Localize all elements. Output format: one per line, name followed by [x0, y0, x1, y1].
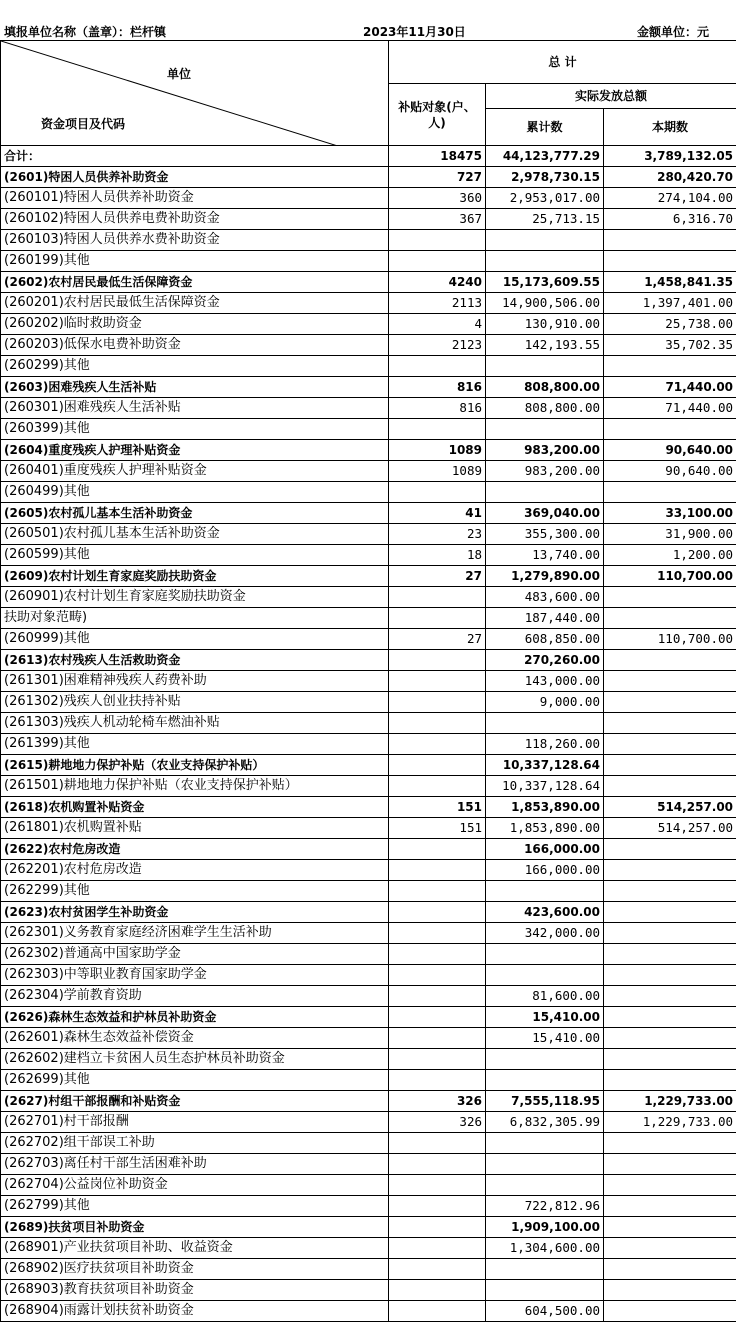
row-cumulative: 1,304,600.00: [486, 1238, 604, 1259]
diagonal-header-cell: [1, 41, 389, 146]
row-current: [604, 650, 736, 671]
row-current: [604, 734, 736, 755]
table-row: [1, 419, 736, 440]
row-current: [604, 251, 736, 272]
row-cumulative: 166,000.00: [486, 860, 604, 881]
table-row: [1, 965, 736, 986]
row-cumulative: 13,740.00: [486, 545, 604, 566]
subsidy-table: [0, 40, 736, 1322]
row-cumulative: 10,337,128.64: [486, 755, 604, 776]
row-count: [389, 1259, 486, 1280]
row-cumulative: 355,300.00: [486, 524, 604, 545]
row-current: 3,789,132.05: [604, 146, 736, 167]
table-row: [1, 482, 736, 503]
table-row: [1, 902, 736, 923]
row-current: [604, 755, 736, 776]
row-cumulative: [486, 1259, 604, 1280]
row-count: 27: [389, 629, 486, 650]
row-count: [389, 923, 486, 944]
table-row: [1, 1154, 736, 1175]
row-cumulative: 142,193.55: [486, 335, 604, 356]
row-current: [604, 1259, 736, 1280]
row-cumulative: [486, 1070, 604, 1091]
row-current: [604, 230, 736, 251]
row-label: (261301)困难精神残疾人药费补助: [1, 671, 389, 692]
row-cumulative: 604,500.00: [486, 1301, 604, 1322]
row-current: [604, 902, 736, 923]
row-cumulative: 369,040.00: [486, 503, 604, 524]
row-current: 1,229,733.00: [604, 1112, 736, 1133]
row-current: [604, 923, 736, 944]
row-cumulative: [486, 230, 604, 251]
row-count: 27: [389, 566, 486, 587]
current-header: 本期数: [604, 109, 736, 146]
table-row: [1, 524, 736, 545]
row-current: 274,104.00: [604, 188, 736, 209]
table-row: [1, 251, 736, 272]
row-cumulative: 44,123,777.29: [486, 146, 604, 167]
row-label: (260399)其他: [1, 419, 389, 440]
row-cumulative: 6,832,305.99: [486, 1112, 604, 1133]
row-label: (260202)临时救助资金: [1, 314, 389, 335]
row-label: (260301)困难残疾人生活补贴: [1, 398, 389, 419]
table-row: [1, 335, 736, 356]
row-cumulative: 423,600.00: [486, 902, 604, 923]
row-label: (262304)学前教育资助: [1, 986, 389, 1007]
table-row: [1, 1070, 736, 1091]
row-label: (260199)其他: [1, 251, 389, 272]
row-cumulative: 130,910.00: [486, 314, 604, 335]
row-cumulative: 342,000.00: [486, 923, 604, 944]
table-row: [1, 734, 736, 755]
row-cumulative: [486, 965, 604, 986]
table-row: [1, 608, 736, 629]
table-row: [1, 1112, 736, 1133]
row-count: [389, 1196, 486, 1217]
row-count: [389, 839, 486, 860]
row-cumulative: 118,260.00: [486, 734, 604, 755]
row-label: (262303)中等职业教育国家助学金: [1, 965, 389, 986]
table-row: [1, 503, 736, 524]
table-row: [1, 209, 736, 230]
row-cumulative: 9,000.00: [486, 692, 604, 713]
table-row: [1, 1217, 736, 1238]
row-current: [604, 1070, 736, 1091]
row-count: [389, 1049, 486, 1070]
row-label: (262701)村干部报酬: [1, 1112, 389, 1133]
table-row: [1, 356, 736, 377]
table-row: [1, 713, 736, 734]
row-count: 367: [389, 209, 486, 230]
row-current: [604, 965, 736, 986]
row-count: [389, 713, 486, 734]
table-row: [1, 860, 736, 881]
table-row: [1, 818, 736, 839]
row-current: 110,700.00: [604, 566, 736, 587]
row-cumulative: 2,953,017.00: [486, 188, 604, 209]
row-cumulative: 15,410.00: [486, 1007, 604, 1028]
row-label: (262301)义务教育家庭经济困难学生生活补助: [1, 923, 389, 944]
row-count: [389, 1280, 486, 1301]
table-row: [1, 398, 736, 419]
table-row: [1, 629, 736, 650]
row-label: (260599)其他: [1, 545, 389, 566]
table-row: [1, 377, 736, 398]
row-count: 151: [389, 797, 486, 818]
table-row: [1, 587, 736, 608]
row-label: (260499)其他: [1, 482, 389, 503]
row-count: [389, 1070, 486, 1091]
row-cumulative: 15,173,609.55: [486, 272, 604, 293]
row-count: 151: [389, 818, 486, 839]
row-label: (262601)森林生态效益补偿资金: [1, 1028, 389, 1049]
row-count: [389, 965, 486, 986]
row-current: 514,257.00: [604, 797, 736, 818]
table-row: [1, 167, 736, 188]
row-count: [389, 692, 486, 713]
table-row: [1, 545, 736, 566]
row-current: 514,257.00: [604, 818, 736, 839]
row-current: [604, 671, 736, 692]
row-cumulative: 10,337,128.64: [486, 776, 604, 797]
row-cumulative: 143,000.00: [486, 671, 604, 692]
row-count: [389, 587, 486, 608]
report-date: 2023年11月30日: [363, 23, 466, 40]
row-label: (268903)教育扶贫项目补助资金: [1, 1280, 389, 1301]
row-cumulative: 187,440.00: [486, 608, 604, 629]
row-label: (260501)农村孤儿基本生活补助资金: [1, 524, 389, 545]
row-count: [389, 881, 486, 902]
row-count: [389, 1154, 486, 1175]
row-cumulative: 1,853,890.00: [486, 797, 604, 818]
table-row: [1, 314, 736, 335]
row-label: (260401)重度残疾人护理补贴资金: [1, 461, 389, 482]
row-label: (2689)扶贫项目补助资金: [1, 1217, 389, 1238]
table-row: [1, 440, 736, 461]
row-current: 33,100.00: [604, 503, 736, 524]
row-count: [389, 755, 486, 776]
row-count: [389, 650, 486, 671]
row-current: [604, 986, 736, 1007]
row-current: [604, 1154, 736, 1175]
row-label: (260901)农村计划生育家庭奖励扶助资金: [1, 587, 389, 608]
row-label: (260999)其他: [1, 629, 389, 650]
row-label: (268902)医疗扶贫项目补助资金: [1, 1259, 389, 1280]
row-count: [389, 419, 486, 440]
actual-header: 实际发放总额: [486, 84, 736, 109]
row-label: (2609)农村计划生育家庭奖励扶助资金: [1, 566, 389, 587]
row-label: (261501)耕地地力保护补贴（农业支持保护补贴）: [1, 776, 389, 797]
table-row: [1, 692, 736, 713]
row-label: (261303)残疾人机动轮椅车燃油补贴: [1, 713, 389, 734]
row-label: (260102)特困人员供养电费补助资金: [1, 209, 389, 230]
row-label: (260299)其他: [1, 356, 389, 377]
row-cumulative: 1,909,100.00: [486, 1217, 604, 1238]
row-current: [604, 713, 736, 734]
recipients-header: 补贴对象(户、人): [389, 84, 486, 146]
row-current: [604, 944, 736, 965]
report-header: [0, 0, 736, 40]
project-header: 资金项目及代码: [41, 115, 125, 133]
table-row: [1, 797, 736, 818]
row-current: 6,316.70: [604, 209, 736, 230]
row-count: [389, 734, 486, 755]
row-count: [389, 1217, 486, 1238]
row-current: [604, 1280, 736, 1301]
row-count: [389, 1007, 486, 1028]
row-label: (2626)森林生态效益和护林员补助资金: [1, 1007, 389, 1028]
row-current: [604, 860, 736, 881]
table-row: [1, 230, 736, 251]
row-current: [604, 881, 736, 902]
row-cumulative: [486, 1154, 604, 1175]
row-label: (268901)产业扶贫项目补助、收益资金: [1, 1238, 389, 1259]
row-current: 25,738.00: [604, 314, 736, 335]
table-row: [1, 272, 736, 293]
table-row: [1, 1049, 736, 1070]
row-cumulative: [486, 419, 604, 440]
row-label: (261399)其他: [1, 734, 389, 755]
table-row: [1, 776, 736, 797]
row-current: 1,458,841.35: [604, 272, 736, 293]
row-count: [389, 1175, 486, 1196]
row-count: [389, 251, 486, 272]
row-count: [389, 902, 486, 923]
table-row: [1, 1028, 736, 1049]
row-current: [604, 587, 736, 608]
row-current: 1,229,733.00: [604, 1091, 736, 1112]
row-cumulative: 14,900,506.00: [486, 293, 604, 314]
row-count: [389, 230, 486, 251]
row-cumulative: 81,600.00: [486, 986, 604, 1007]
row-count: 326: [389, 1112, 486, 1133]
row-label: (2623)农村贫困学生补助资金: [1, 902, 389, 923]
table-row: [1, 461, 736, 482]
row-count: [389, 986, 486, 1007]
row-count: 2113: [389, 293, 486, 314]
reporting-unit: 填报单位名称（盖章）：栏杆镇: [4, 23, 166, 40]
row-current: [604, 776, 736, 797]
row-cumulative: [486, 1049, 604, 1070]
row-current: [604, 839, 736, 860]
row-label: (2618)农机购置补贴资金: [1, 797, 389, 818]
table-row: [1, 188, 736, 209]
row-cumulative: 608,850.00: [486, 629, 604, 650]
row-current: 1,397,401.00: [604, 293, 736, 314]
table-row: [1, 986, 736, 1007]
row-count: [389, 1301, 486, 1322]
row-cumulative: 7,555,118.95: [486, 1091, 604, 1112]
row-count: [389, 860, 486, 881]
row-count: [389, 776, 486, 797]
table-row: [1, 293, 736, 314]
row-label: 合计：: [1, 146, 389, 167]
row-label: (260203)低保水电费补助资金: [1, 335, 389, 356]
row-cumulative: [486, 944, 604, 965]
row-cumulative: [486, 482, 604, 503]
row-current: [604, 1196, 736, 1217]
row-current: 71,440.00: [604, 377, 736, 398]
total-header: 总 计: [389, 41, 736, 84]
row-cumulative: 15,410.00: [486, 1028, 604, 1049]
table-row: [1, 671, 736, 692]
table-row: [1, 755, 736, 776]
row-count: 360: [389, 188, 486, 209]
row-cumulative: [486, 1133, 604, 1154]
row-cumulative: [486, 356, 604, 377]
row-current: [604, 1133, 736, 1154]
row-current: 110,700.00: [604, 629, 736, 650]
row-cumulative: 1,853,890.00: [486, 818, 604, 839]
row-count: [389, 1133, 486, 1154]
row-cumulative: [486, 881, 604, 902]
cumulative-header: 累计数: [486, 109, 604, 146]
row-count: 4: [389, 314, 486, 335]
table-row: [1, 1301, 736, 1322]
row-current: 1,200.00: [604, 545, 736, 566]
row-cumulative: 983,200.00: [486, 440, 604, 461]
row-count: 326: [389, 1091, 486, 1112]
row-count: [389, 944, 486, 965]
row-label: (2601)特困人员供养补助资金: [1, 167, 389, 188]
row-label: (2613)农村残疾人生活救助资金: [1, 650, 389, 671]
row-count: 727: [389, 167, 486, 188]
row-cumulative: [486, 251, 604, 272]
table-row: [1, 1175, 736, 1196]
table-row: [1, 566, 736, 587]
row-count: 2123: [389, 335, 486, 356]
row-current: 280,420.70: [604, 167, 736, 188]
row-count: [389, 671, 486, 692]
row-count: 816: [389, 377, 486, 398]
row-current: [604, 608, 736, 629]
row-current: [604, 692, 736, 713]
row-cumulative: 166,000.00: [486, 839, 604, 860]
row-count: 23: [389, 524, 486, 545]
row-label: (261302)残疾人创业扶持补贴: [1, 692, 389, 713]
row-cumulative: [486, 713, 604, 734]
row-label: (262699)其他: [1, 1070, 389, 1091]
table-row: [1, 146, 736, 167]
row-current: [604, 1049, 736, 1070]
row-current: [604, 419, 736, 440]
row-label: (2602)农村居民最低生活保障资金: [1, 272, 389, 293]
row-label: (262602)建档立卡贫困人员生态护林员补助资金: [1, 1049, 389, 1070]
row-cumulative: 2,978,730.15: [486, 167, 604, 188]
row-current: 90,640.00: [604, 440, 736, 461]
row-count: 18: [389, 545, 486, 566]
table-row: [1, 1196, 736, 1217]
row-current: 71,440.00: [604, 398, 736, 419]
row-count: 41: [389, 503, 486, 524]
row-label: (262302)普通高中国家助学金: [1, 944, 389, 965]
row-count: 1089: [389, 461, 486, 482]
unit-header: 单位: [167, 65, 191, 83]
row-cumulative: 722,812.96: [486, 1196, 604, 1217]
row-cumulative: 25,713.15: [486, 209, 604, 230]
row-label: (262702)组干部误工补助: [1, 1133, 389, 1154]
row-label: (260101)特困人员供养补助资金: [1, 188, 389, 209]
row-label: (262703)离任村干部生活困难补助: [1, 1154, 389, 1175]
row-label: (262299)其他: [1, 881, 389, 902]
table-row: [1, 839, 736, 860]
row-label: (2627)村组干部报酬和补贴资金: [1, 1091, 389, 1112]
row-current: [604, 1175, 736, 1196]
row-label: (2615)耕地地力保护补贴（农业支持保护补贴）: [1, 755, 389, 776]
row-label: (2603)困难残疾人生活补贴: [1, 377, 389, 398]
row-current: [604, 1028, 736, 1049]
row-count: [389, 1028, 486, 1049]
row-label: (2622)农村危房改造: [1, 839, 389, 860]
table-row: [1, 650, 736, 671]
table-row: [1, 1259, 736, 1280]
table-row: [1, 881, 736, 902]
row-count: 1089: [389, 440, 486, 461]
table-row: [1, 1133, 736, 1154]
table-row: [1, 1280, 736, 1301]
row-current: [604, 1217, 736, 1238]
table-row: [1, 944, 736, 965]
row-count: 816: [389, 398, 486, 419]
row-current: 90,640.00: [604, 461, 736, 482]
row-label: (268904)雨露计划扶贫补助资金: [1, 1301, 389, 1322]
row-label: (262799)其他: [1, 1196, 389, 1217]
row-cumulative: 983,200.00: [486, 461, 604, 482]
row-cumulative: 483,600.00: [486, 587, 604, 608]
row-label: (262704)公益岗位补助资金: [1, 1175, 389, 1196]
row-label: (261801)农机购置补贴: [1, 818, 389, 839]
row-cumulative: 808,800.00: [486, 377, 604, 398]
row-label: (260103)特困人员供养水费补助资金: [1, 230, 389, 251]
row-label: (2604)重度残疾人护理补贴资金: [1, 440, 389, 461]
row-current: 31,900.00: [604, 524, 736, 545]
row-current: [604, 1301, 736, 1322]
row-count: [389, 608, 486, 629]
row-cumulative: [486, 1280, 604, 1301]
row-cumulative: 1,279,890.00: [486, 566, 604, 587]
row-cumulative: 808,800.00: [486, 398, 604, 419]
row-count: [389, 1238, 486, 1259]
row-count: [389, 482, 486, 503]
table-row: [1, 1007, 736, 1028]
row-count: 18475: [389, 146, 486, 167]
row-label: (262201)农村危房改造: [1, 860, 389, 881]
money-unit: 金额单位：元: [637, 23, 709, 40]
row-cumulative: [486, 1175, 604, 1196]
row-current: 35,702.35: [604, 335, 736, 356]
row-cumulative: 270,260.00: [486, 650, 604, 671]
row-current: [604, 1007, 736, 1028]
row-current: [604, 1238, 736, 1259]
table-row: [1, 1238, 736, 1259]
row-label: 扶助对象范畴): [1, 608, 389, 629]
row-current: [604, 356, 736, 377]
row-label: (260201)农村居民最低生活保障资金: [1, 293, 389, 314]
table-row: [1, 1091, 736, 1112]
row-current: [604, 482, 736, 503]
row-label: (2605)农村孤儿基本生活补助资金: [1, 503, 389, 524]
table-row: [1, 923, 736, 944]
row-count: 4240: [389, 272, 486, 293]
row-count: [389, 356, 486, 377]
